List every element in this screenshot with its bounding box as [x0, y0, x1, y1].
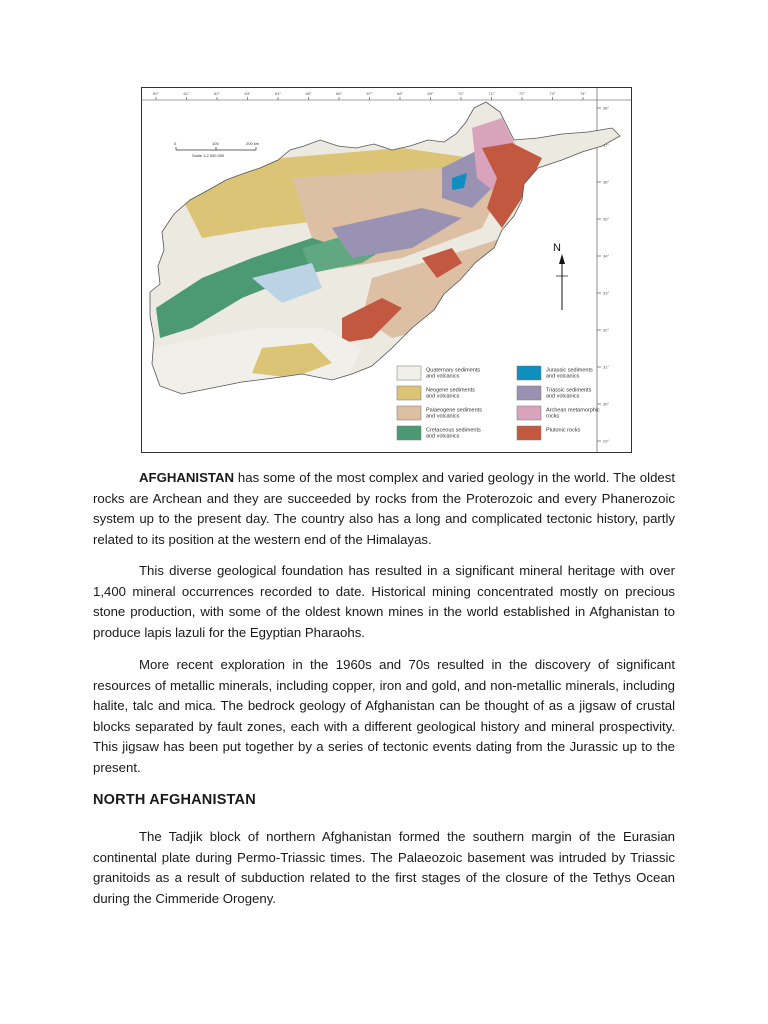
top-tick-label: 61°: [183, 91, 190, 96]
legend-label-line2: and volcanics: [426, 393, 460, 400]
scale-bar: [174, 141, 260, 158]
intro-paragraph-text: has some of the most complex and varied geology in the world. The oldest rocks are Archean and they are succeeded by rocks from the Proterozoic and every Phanerozoic system up to the present day. The country also has a long and complicated tectonic history, partly related to its position at the western end of the Himalayas.: [93, 470, 675, 547]
right-tick-label: 36°: [603, 179, 610, 185]
top-tick-label: 67°: [366, 91, 373, 96]
top-tick-label: 66°: [335, 91, 343, 96]
top-axis-ticks: [142, 91, 631, 100]
map-legend: [397, 366, 600, 440]
intro-paragraph: [93, 468, 675, 550]
right-tick-label: 29°: [603, 438, 610, 444]
legend-label: Neogene sediments: [426, 387, 475, 394]
right-tick-label: 38°: [603, 105, 610, 111]
legend-swatch: [397, 406, 421, 420]
right-tick-label: 35°: [603, 216, 610, 222]
scale-tick-100: 100: [212, 141, 219, 146]
north-arrow-icon: [553, 242, 568, 310]
top-tick-label: 62°: [213, 91, 221, 96]
geological-map: [142, 88, 631, 452]
top-tick-label: 65°: [305, 91, 312, 96]
right-tick-label: 32°: [603, 327, 610, 333]
tadjik-block-paragraph: [93, 827, 675, 909]
top-tick-label: 60°: [152, 91, 160, 96]
top-tick-label: 72°: [518, 91, 526, 96]
exploration-paragraph: [93, 655, 675, 779]
right-tick-label: 33°: [603, 290, 610, 296]
scale-tick-200: 200 km: [246, 141, 260, 146]
legend-swatch: [517, 386, 541, 400]
afghanistan-geology-map: [150, 102, 620, 398]
top-tick-label: 71°: [488, 91, 495, 96]
top-tick-label: 74°: [579, 91, 587, 96]
scale-tick-0: 0: [174, 141, 177, 146]
right-tick-label: 37°: [603, 142, 610, 148]
mineral-heritage-text: This diverse geological foundation has resulted in a significant mineral heritage with over 1,400 mineral occurrences recorded to date. Historical mining concentrated mostly on precious stone production, with some of the oldest known mines in the world established in Afghanistan to produce lapis lazuli for the Egyptian Pharaohs.: [93, 563, 675, 640]
legend-swatch: [397, 386, 421, 400]
paragraph-lead-afghanistan: AFGHANISTAN: [139, 470, 234, 485]
legend-label: Palaeogene sediments: [426, 407, 482, 414]
legend-label-line2: and volcanics: [426, 373, 460, 380]
top-tick-label: 68°: [396, 91, 404, 96]
legend-label: Jurassic sediments: [546, 367, 593, 374]
legend-label-line2: and volcanics: [426, 433, 460, 440]
legend-swatch: [397, 426, 421, 440]
north-label: N: [553, 242, 561, 254]
top-tick-label: 69°: [427, 91, 434, 96]
legend-swatch: [517, 406, 541, 420]
tadjik-block-text: The Tadjik block of northern Afghanistan formed the southern margin of the Eurasian continental plate during Permo-Triassic times. The Palaeozoic basement was intruded by Triassic granitoids as a result of subduction related to the first stages of the closure of the Tethys Ocean during the Cimmeride Orogeny.: [93, 829, 675, 906]
legend-label-line2: rocks: [546, 413, 560, 420]
top-tick-label: 64°: [274, 91, 282, 96]
legend-swatch: [517, 366, 541, 380]
right-tick-label: 34°: [603, 253, 610, 259]
right-tick-label: 30°: [603, 401, 610, 407]
right-tick-label: 31°: [603, 364, 610, 370]
legend-label-line2: and volcanics: [546, 373, 580, 380]
legend-label-line2: and volcanics: [426, 413, 460, 420]
top-tick-label: 63°: [244, 91, 251, 96]
legend-label: Plutonic rocks: [546, 427, 581, 434]
exploration-text: More recent exploration in the 1960s and 70s resulted in the discovery of significant resources of metallic minerals, including copper, iron and gold, and non-metallic minerals, including halite, talc and mica. The bedrock geology of Afghanistan can be thought of as a jigsaw of crustal blocks separated by fault zones, each with a different geological history and mineral prospectivity. This jigsaw has been put together by a series of tectonic events dating from the Jurassic up to the present.: [93, 657, 675, 775]
legend-swatch: [397, 366, 421, 380]
top-tick-label: 70°: [457, 91, 465, 96]
scale-label: Scale 1:2 000 000: [192, 153, 225, 158]
legend-label: Cretaceous sediments: [426, 427, 481, 434]
top-tick-label: 73°: [549, 91, 556, 96]
mineral-heritage-paragraph: [93, 561, 675, 643]
section-heading-north-afghanistan: NORTH AFGHANISTAN: [93, 792, 256, 808]
legend-label: Quaternary sediments: [426, 367, 481, 374]
geological-map-figure: [141, 87, 632, 453]
legend-label-line2: and volcanics: [546, 393, 580, 400]
legend-label: Triassic sediments: [546, 387, 592, 394]
legend-label: Archean metamorphic: [546, 407, 600, 414]
legend-swatch: [517, 426, 541, 440]
